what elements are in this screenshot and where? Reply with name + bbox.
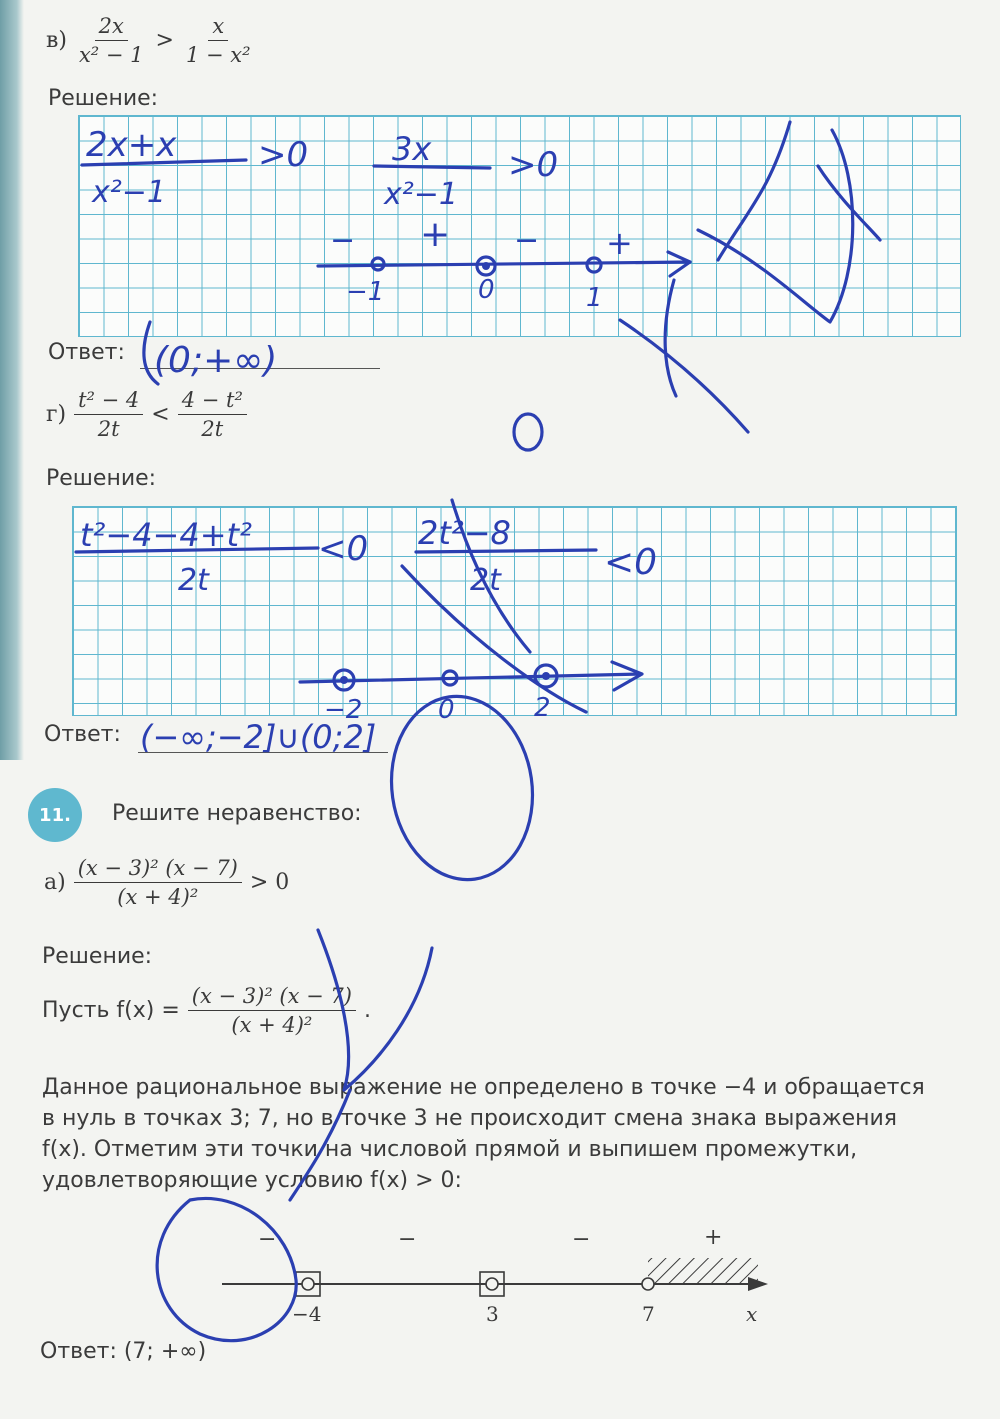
tick-label-3: 3 <box>486 1302 499 1326</box>
hw-v-frac1-den: x²−1 <box>92 175 167 210</box>
hw-v-label-1: 1 <box>586 283 603 313</box>
number-line-arrow-icon <box>748 1277 768 1291</box>
tick-label-7: 7 <box>642 1302 655 1326</box>
hw-v-frac2-num: 3x <box>392 130 432 168</box>
problem-v-solution-label: Решение: <box>48 86 159 111</box>
explanation-line-1: Данное рациональное выражение не определено в точке −4 и обращается <box>42 1075 925 1100</box>
hw-g-label-0: 0 <box>438 695 455 725</box>
hw-v-sign-3: − <box>514 223 540 258</box>
problem-g-rhs-denominator: 2t <box>201 417 224 441</box>
hw-v-sign-2: + <box>420 214 451 255</box>
hw-g-frac1-num: t²−4−4+t² <box>80 516 252 554</box>
problem-v-operator: > <box>155 28 174 53</box>
problem-g-operator: < <box>151 402 170 427</box>
problem-g-rhs-fraction <box>178 388 247 441</box>
problem-v-answer-label: Ответ: <box>48 340 125 365</box>
hw-circle-small <box>514 414 542 450</box>
tick-label-minus4: −4 <box>292 1302 322 1326</box>
hw-v-frac2-den: x²−1 <box>384 177 459 212</box>
let-prefix: Пусть f(x) = <box>42 998 180 1023</box>
point-7-open <box>642 1278 654 1290</box>
problem-g-lhs-numerator: t² − 4 <box>74 388 143 415</box>
problem-v-answer-line <box>140 368 380 369</box>
problem-g-lhs-fraction <box>74 388 143 441</box>
hw-big-loop <box>380 687 544 889</box>
problem-g-answer-label: Ответ: <box>44 722 121 747</box>
problem-g-statement <box>46 388 247 441</box>
point-minus4-box <box>296 1272 320 1296</box>
exercise-number-badge: 11. <box>28 788 82 842</box>
hw-v-label-minus1: −1 <box>346 277 385 307</box>
point-3-open <box>486 1278 498 1290</box>
sign-interval-3: − <box>572 1227 591 1252</box>
exercise-a-solution-label: Решение: <box>42 944 153 969</box>
exercise-a-letter: а) <box>44 870 66 895</box>
exercise-a-explanation <box>42 1072 962 1196</box>
hw-v-rel1: >0 <box>258 135 309 175</box>
let-denominator: (x + 4)² <box>231 1013 313 1037</box>
let-fraction <box>188 984 356 1037</box>
sign-interval-4: + <box>704 1225 723 1250</box>
let-numerator: (x − 3)² (x − 7) <box>188 984 356 1011</box>
hw-g-rel1: <0 <box>318 529 369 569</box>
problem-v-answer-grid <box>78 115 961 337</box>
hw-g-frac1-den: 2t <box>178 563 209 598</box>
explanation-line-2: в нуль в точках 3; 7, но в точке 3 не происходит смена знака выражения <box>42 1106 898 1131</box>
problem-g-answer-line <box>138 752 388 753</box>
sign-interval-1: − <box>258 1227 277 1252</box>
problem-v-statement <box>46 14 255 67</box>
hw-v-sign-1: − <box>330 223 356 258</box>
hw-v-sign-4: + <box>606 224 633 262</box>
exercise-a-let-statement <box>42 984 371 1037</box>
problem-v-rhs-numerator: x <box>208 14 228 41</box>
page-spine-shadow <box>0 0 24 760</box>
hw-v-frac1-num: 2x+x <box>86 125 177 165</box>
exercise-a-fraction <box>74 856 242 909</box>
point-3-box <box>480 1272 504 1296</box>
problem-v-rhs-denominator: 1 − x² <box>185 43 251 67</box>
hw-v-answer: (0;+∞) <box>154 340 278 381</box>
point-minus4-open <box>302 1278 314 1290</box>
exercise-a-operator: > 0 <box>249 870 290 895</box>
explanation-line-4: удовлетворяющие условию f(x) > 0: <box>42 1168 462 1193</box>
problem-g-answer-grid <box>72 506 957 716</box>
hw-v-rel2: >0 <box>508 145 559 185</box>
problem-v-rhs-fraction <box>182 14 255 67</box>
problem-g-solution-label: Решение: <box>46 466 157 491</box>
let-suffix: . <box>363 998 371 1023</box>
solution-hatch-region <box>648 1258 758 1284</box>
axis-label-x: x <box>746 1302 758 1326</box>
hw-g-rel2: <0 <box>604 542 658 583</box>
explanation-line-3: f(x). Отметим эти точки на числовой прямой и выпишем промежутки, <box>42 1137 858 1162</box>
exercise-a-denominator: (x + 4)² <box>117 885 199 909</box>
problem-v-lhs-numerator: 2x <box>95 14 128 41</box>
problem-g-rhs-numerator: 4 − t² <box>178 388 247 415</box>
hw-g-label-2: 2 <box>534 693 551 723</box>
hw-g-label-minus2: −2 <box>324 695 363 725</box>
exercise-a-answer: Ответ: (7; +∞) <box>40 1339 207 1364</box>
problem-g-lhs-denominator: 2t <box>97 417 120 441</box>
hw-g-answer: (−∞;−2]∪(0;2] <box>140 718 377 756</box>
exercise-title: Решите неравенство: <box>112 801 362 826</box>
problem-g-letter: г) <box>46 402 67 427</box>
problem-v-lhs-denominator: x² − 1 <box>78 43 144 67</box>
hw-g-frac2-den: 2t <box>470 563 501 598</box>
exercise-a-numerator: (x − 3)² (x − 7) <box>74 856 242 883</box>
problem-v-letter: в) <box>46 28 67 53</box>
exercise-a-statement <box>44 856 289 909</box>
problem-v-lhs-fraction <box>75 14 148 67</box>
hw-bottom-loop <box>157 1198 296 1340</box>
hw-v-label-0: 0 <box>478 275 495 305</box>
sign-interval-2: − <box>398 1227 417 1252</box>
hw-g-frac2-num: 2t²−8 <box>418 514 511 552</box>
